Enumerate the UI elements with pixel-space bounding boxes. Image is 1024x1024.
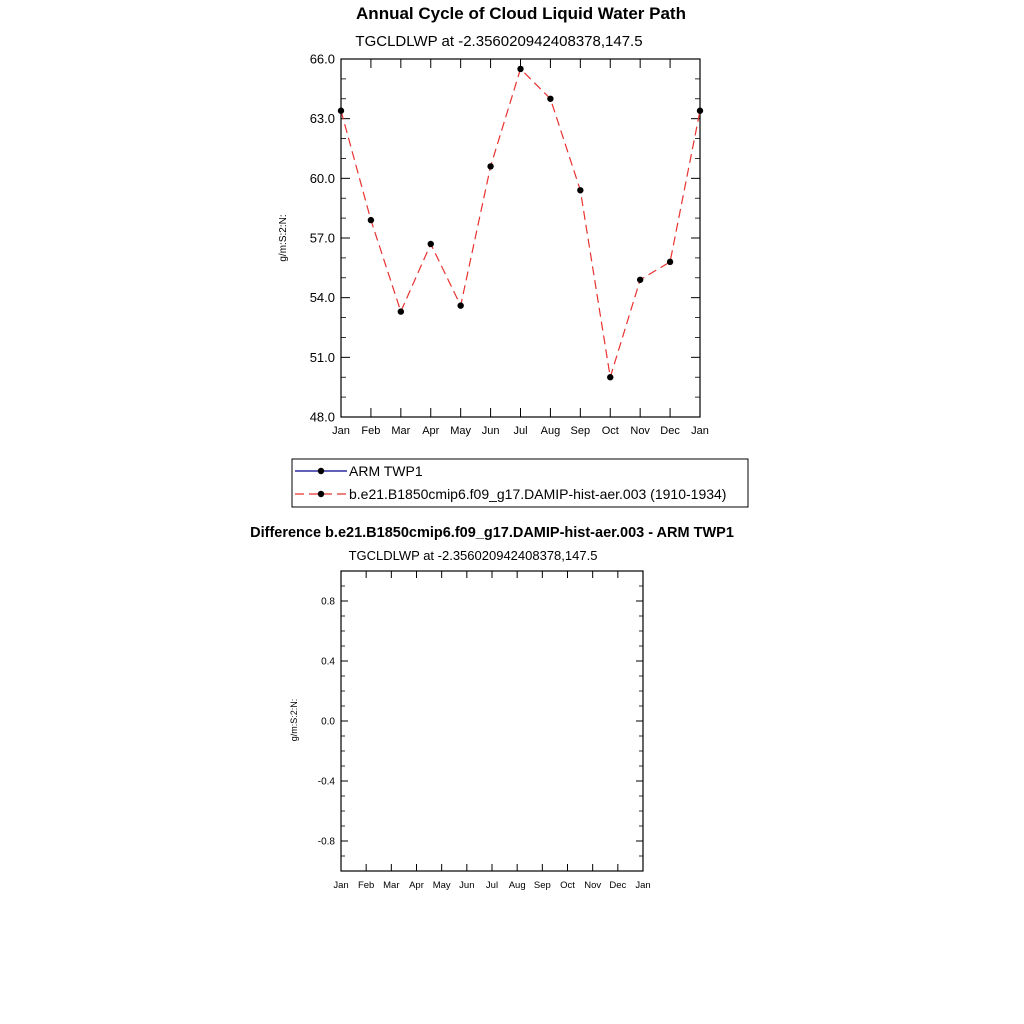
chart2-ytick-label: -0.4 [317, 776, 335, 788]
chart1-subtitle: TGCLDLWP at -2.356020942408378,147.5 [355, 33, 643, 50]
chart1-xtick-label: Sep [570, 425, 591, 437]
chart1-series-2-point [517, 66, 523, 72]
legend-label-series-1: ARM TWP1 [349, 463, 423, 479]
chart2-subtitle: TGCLDLWP at -2.356020942408378,147.5 [348, 548, 598, 563]
chart1-xtick-label: Jul [513, 425, 528, 437]
chart1-series-2-point [428, 241, 434, 247]
chart1-xtick-label: Feb [361, 425, 381, 437]
chart1-ytick-label: 54.0 [309, 290, 335, 306]
chart2-xtick-label: Aug [508, 880, 526, 891]
chart1-plot-border [341, 59, 700, 417]
legend-label-series-2: b.e21.B1850cmip6.f09_g17.DAMIP-hist-aer.003 (1910-1934) [349, 486, 727, 502]
chart2-ytick-label: -0.8 [317, 836, 335, 848]
chart1-xtick-label: Oct [601, 425, 619, 437]
chart1-series-2-point [398, 308, 404, 314]
chart1-legend [292, 459, 748, 507]
chart1-ytick-label: 57.0 [309, 230, 335, 246]
chart1-series-2-line [341, 69, 700, 377]
chart1-ytick-label: 51.0 [309, 349, 335, 365]
chart2-xtick-label: Jan [635, 880, 651, 891]
chart2-xtick-label: Feb [357, 880, 375, 891]
chart1-title: Annual Cycle of Cloud Liquid Water Path [356, 4, 686, 23]
chart1-xtick-label: Jan [332, 425, 350, 437]
chart2-xtick-label: Jul [485, 880, 499, 891]
chart1-ytick-label: 48.0 [309, 409, 335, 425]
chart2-title: Difference b.e21.B1850cmip6.f09_g17.DAMIP-hist-aer.003 - ARM TWP1 [250, 525, 734, 541]
chart1-series-2-point [697, 108, 703, 114]
chart1-xtick-label: Apr [422, 425, 440, 437]
chart1-series-2-point [637, 277, 643, 283]
chart2-xtick-label: May [432, 880, 451, 891]
chart2-ytick-label: 0.8 [321, 596, 335, 608]
chart1-ytick-label: 63.0 [309, 111, 335, 127]
chart2-xtick-label: Jun [459, 880, 475, 891]
chart1-xtick-label: Nov [630, 425, 650, 437]
chart2-xtick-label: Oct [560, 880, 575, 891]
chart1-xtick-label: May [450, 425, 472, 437]
chart1-xtick-label: Dec [660, 425, 680, 437]
chart2-plot-area [318, 571, 651, 891]
chart1-series-2-point [667, 259, 673, 265]
chart2-xtick-label: Jan [333, 880, 349, 891]
chart1-series-2-point [368, 217, 374, 223]
chart1-series-2-point [338, 108, 344, 114]
chart1-series-2-point [607, 374, 613, 380]
chart1-xtick-label: Mar [391, 425, 411, 437]
legend-marker-series-2 [318, 491, 324, 497]
chart2-plot-border [341, 571, 643, 871]
chart2-ytick-label: 0.4 [321, 656, 335, 668]
chart1-series-2-point [457, 302, 463, 308]
chart1-xtick-label: Jan [691, 425, 709, 437]
chart2-xtick-label: Dec [609, 880, 627, 891]
chart2-ytick-label: 0.0 [321, 716, 335, 728]
chart1-ylabel: g/m:S:2:N: [278, 214, 289, 262]
chart2-xtick-label: Apr [409, 880, 424, 891]
chart1-xtick-label: Jun [481, 425, 500, 437]
chart2-ylabel: g/m:S:2:N: [289, 698, 299, 742]
chart2-xtick-label: Nov [584, 880, 602, 891]
legend-marker-series-1 [318, 468, 324, 474]
chart1-ytick-label: 66.0 [309, 51, 335, 67]
chart1-series-2-point [577, 187, 583, 193]
chart1-xtick-label: Aug [540, 425, 561, 437]
chart1-series-2-point [547, 96, 553, 102]
chart2-xtick-label: Mar [383, 880, 400, 891]
chart2-xtick-label: Sep [533, 880, 551, 891]
chart1-ytick-label: 60.0 [309, 170, 335, 186]
chart1-plot-area [310, 52, 709, 437]
chart1-series-2-point [487, 163, 493, 169]
